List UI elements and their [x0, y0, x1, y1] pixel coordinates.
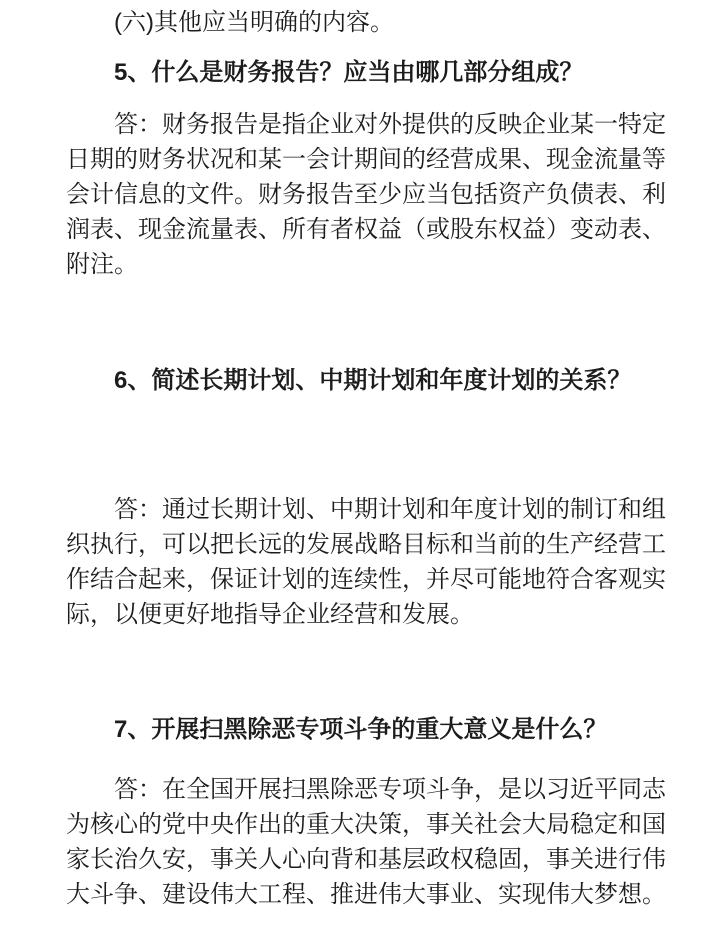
answer-line: 作结合起来，保证计划的连续性，并尽可能地符合客观实: [66, 566, 666, 593]
answer-line: 为核心的党中央作出的重大决策，事关社会大局稳定和国: [66, 811, 666, 838]
question-heading-6: 6、简述长期计划、中期计划和年度计划的关系？: [114, 367, 632, 394]
answer-line: 附注。: [66, 251, 138, 278]
answer-paragraph-6: [66, 492, 666, 632]
answer-line: 答：在全国开展扫黑除恶专项斗争，是以习近平同志: [114, 776, 666, 803]
question-heading-7: 7、开展扫黑除恶专项斗争的重大意义是什么？: [114, 716, 608, 743]
answer-line: 会计信息的文件。财务报告至少应当包括资产负债表、利: [66, 181, 666, 208]
answer-paragraph-7: [66, 772, 666, 912]
answer-line: 答：财务报告是指企业对外提供的反映企业某一特定: [114, 111, 666, 138]
answer-paragraph-5: [66, 107, 666, 282]
question-heading-5: 5、什么是财务报告？应当由哪几部分组成？: [114, 59, 584, 86]
answer-line: 家长治久安，事关人心向背和基层政权稳固，事关进行伟: [66, 846, 666, 873]
answer-line: 大斗争、建设伟大工程、推进伟大事业、实现伟大梦想。: [66, 881, 666, 908]
answer-line: 日期的财务状况和某一会计期间的经营成果、现金流量等: [66, 146, 666, 173]
answer-line: 际，以便更好地指导企业经营和发展。: [66, 601, 474, 628]
intro-line: (六)其他应当明确的内容。: [114, 9, 394, 36]
answer-line: 润表、现金流量表、所有者权益（或股东权益）变动表、: [66, 216, 666, 243]
answer-line: 答：通过长期计划、中期计划和年度计划的制订和组: [114, 496, 666, 523]
answer-line: 织执行，可以把长远的发展战略目标和当前的生产经营工: [66, 531, 666, 558]
